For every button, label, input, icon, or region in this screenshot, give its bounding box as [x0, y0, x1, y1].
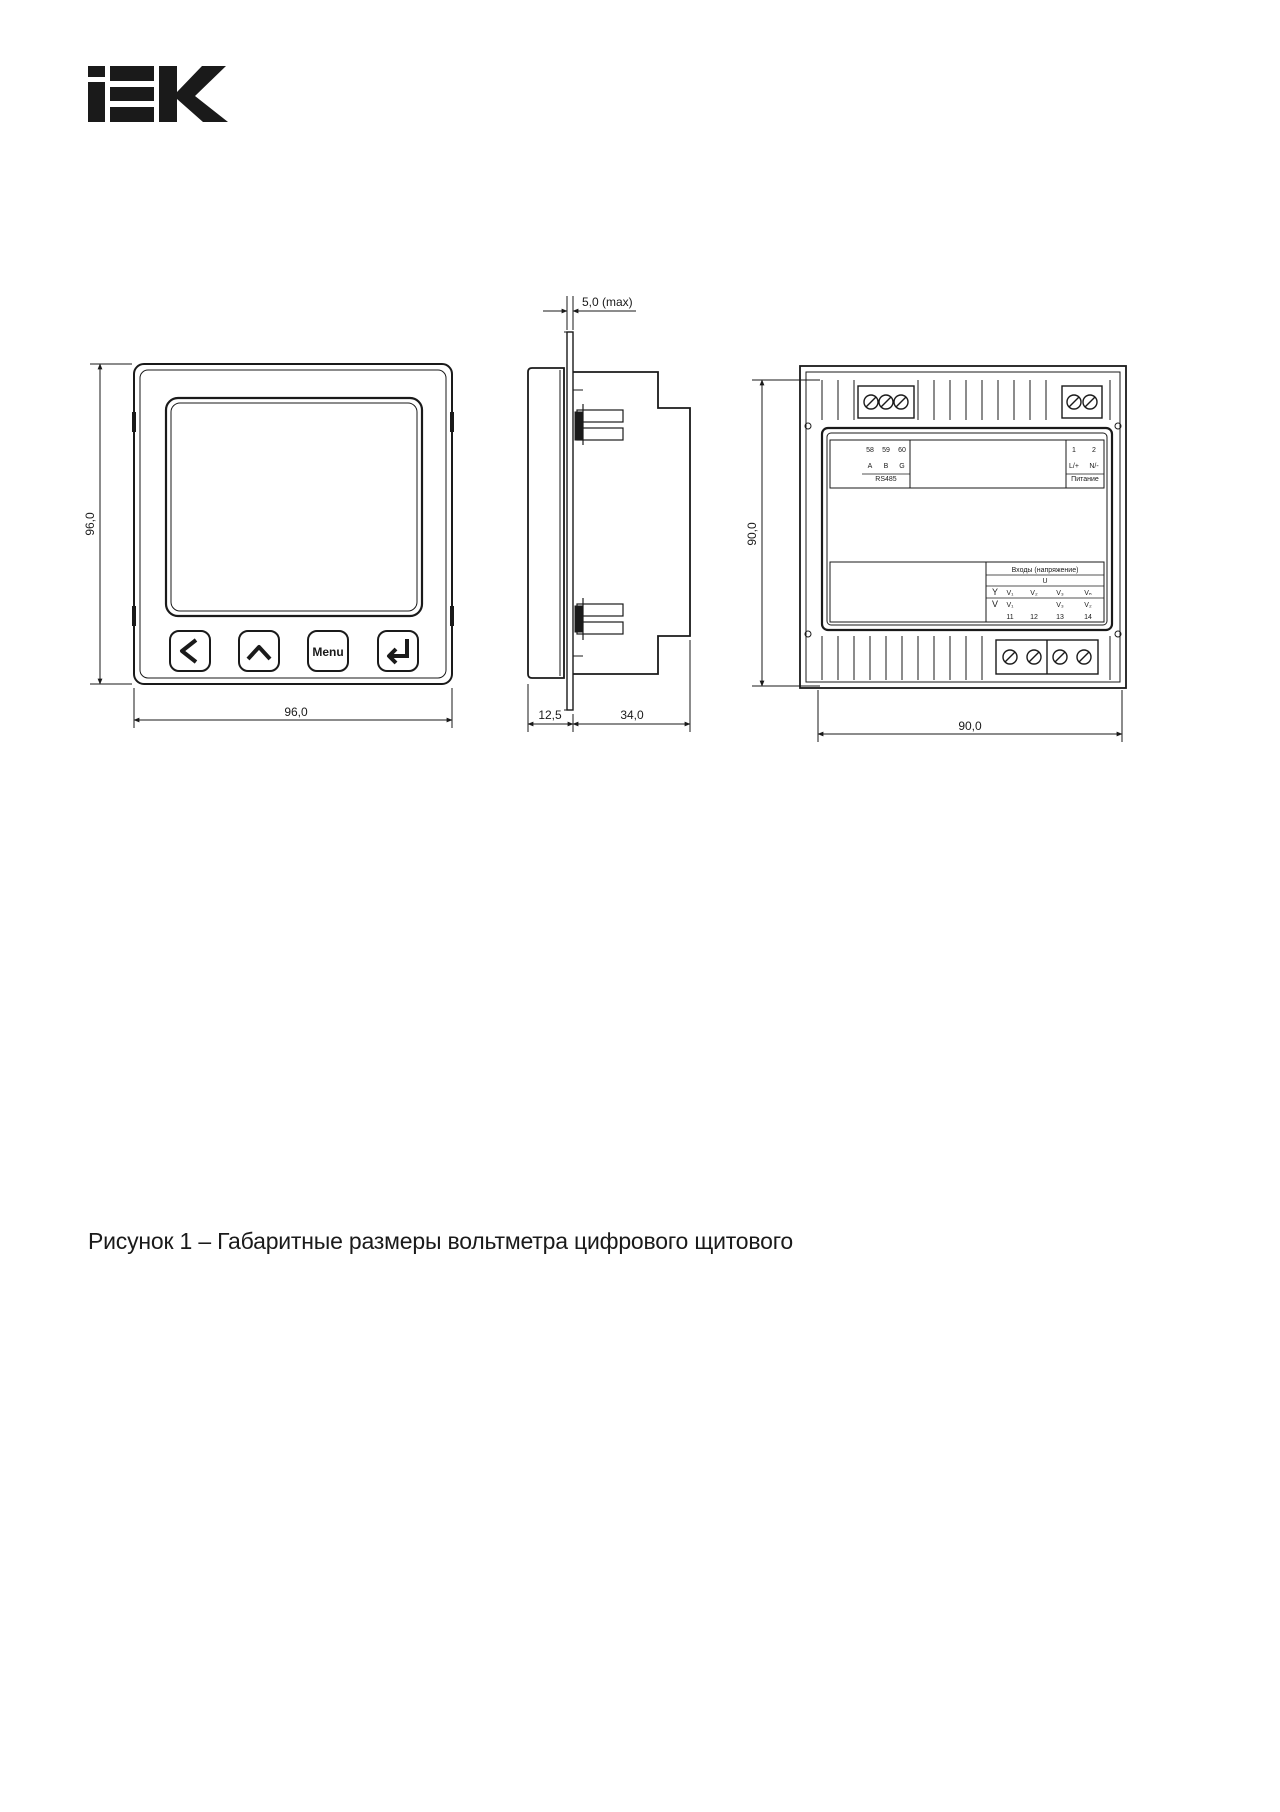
rear-height-dim: 90,0	[745, 522, 759, 546]
side-view	[528, 332, 690, 710]
dimension-drawing	[0, 0, 1280, 760]
power-terminal-block	[1062, 386, 1102, 418]
rs485-label	[866, 447, 906, 483]
svg-text:A: A	[867, 463, 873, 470]
svg-text:RS485: RS485	[875, 476, 897, 483]
svg-text:13: 13	[1056, 614, 1064, 621]
svg-text:60: 60	[898, 447, 906, 454]
svg-text:Входы (напряжение): Входы (напряжение)	[1011, 567, 1079, 574]
svg-text:G: G	[899, 463, 905, 470]
svg-text:2: 2	[1092, 447, 1096, 454]
svg-text:Питание: Питание	[1071, 476, 1099, 483]
svg-text:N/-: N/-	[1089, 463, 1099, 470]
svg-text:V₁: V₁	[1006, 590, 1014, 597]
enter-button	[378, 631, 418, 671]
svg-text:V₃: V₃	[1056, 590, 1064, 597]
svg-text:1: 1	[1072, 447, 1076, 454]
front-height-dim: 96,0	[83, 512, 97, 536]
svg-text:L/+: L/+	[1069, 463, 1079, 470]
figure-caption: Рисунок 1 – Габаритные размеры вольтметра цифрового щитового	[88, 1228, 794, 1254]
svg-text:U: U	[1042, 578, 1048, 585]
delta-symbol: V	[992, 599, 999, 609]
svg-text:V₂: V₂	[1084, 602, 1092, 609]
left-arrow-button	[170, 631, 210, 671]
menu-button-label: Menu	[312, 645, 344, 659]
side-dimensions	[528, 296, 690, 732]
svg-text:B: B	[883, 463, 889, 470]
rear-width-dim: 90,0	[958, 719, 982, 733]
svg-text:V₁: V₁	[1006, 602, 1014, 609]
star-symbol: Y	[992, 587, 999, 597]
up-arrow-button	[239, 631, 279, 671]
front-dimensions	[90, 364, 452, 728]
menu-button	[308, 631, 348, 671]
power-label	[1069, 447, 1099, 483]
front-buttons	[170, 631, 418, 671]
body-depth-dim: 34,0	[620, 708, 644, 722]
panel-thickness-dim: 5,0 (max)	[582, 295, 633, 309]
svg-text:12: 12	[1030, 614, 1038, 621]
svg-text:V₂: V₂	[1030, 590, 1038, 597]
svg-text:11: 11	[1006, 614, 1014, 621]
svg-text:Vₙ: Vₙ	[1084, 590, 1092, 597]
svg-text:V₃: V₃	[1056, 602, 1064, 609]
rs485-terminal-block	[858, 386, 914, 418]
front-depth-dim: 12,5	[538, 708, 562, 722]
front-width-dim: 96,0	[284, 705, 308, 719]
svg-text:59: 59	[882, 447, 890, 454]
svg-text:14: 14	[1084, 614, 1092, 621]
voltage-terminal-block	[996, 640, 1098, 674]
svg-text:58: 58	[866, 447, 874, 454]
